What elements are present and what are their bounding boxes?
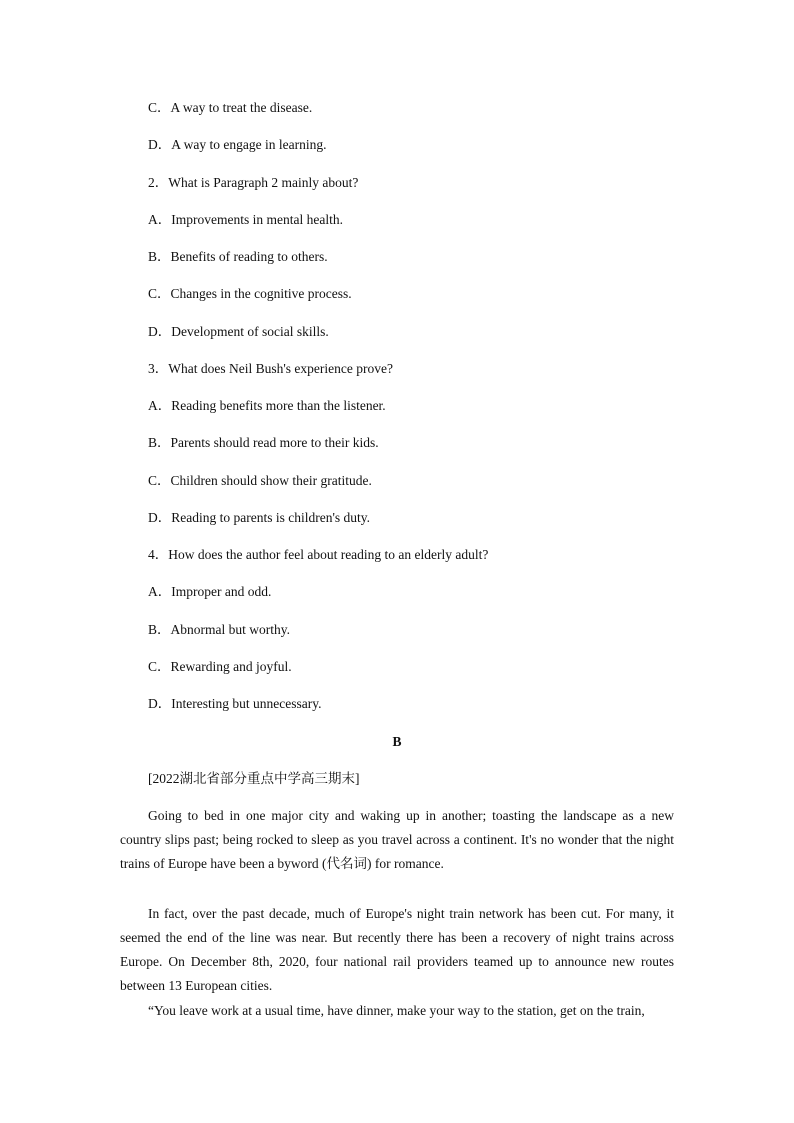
- q4-option-c: C．Rewarding and joyful.: [148, 659, 292, 674]
- q4-question: 4．How does the author feel about reading to an elderly adult?: [148, 547, 489, 562]
- q3-question: 3．What does Neil Bush's experience prove?: [148, 361, 393, 376]
- q2-option-d: D．Development of social skills.: [148, 324, 329, 339]
- q3-option-c: C．Children should show their gratitude.: [148, 473, 372, 488]
- q3-option-d: D．Reading to parents is children's duty.: [148, 510, 371, 525]
- q3-option-a: A．Reading benefits more than the listener.: [148, 398, 386, 413]
- q1-option-d: D．A way to engage in learning.: [148, 137, 327, 152]
- q3-option-b: B．Parents should read more to their kids.: [148, 435, 379, 450]
- q2-question: 2．What is Paragraph 2 mainly about?: [148, 175, 359, 190]
- q4-option-b: B．Abnormal but worthy.: [148, 622, 290, 637]
- q2-option-a: A．Improvements in mental health.: [148, 212, 343, 227]
- passage-paragraph-1: Going to bed in one major city and waking up in another; toasting the landscape as a new country slips past; being rocked to sleep as you travel across a continent. It's no wonder that the night trains of Europe have been a byword (代名词) for romance.: [120, 808, 674, 871]
- section-b-heading: B: [392, 734, 402, 749]
- section-b-source: [2022湖北省部分重点中学高三期末]: [148, 771, 360, 786]
- q4-option-a: A．Improper and odd.: [148, 584, 272, 599]
- q2-option-c: C．Changes in the cognitive process.: [148, 286, 352, 301]
- passage-paragraph-2: In fact, over the past decade, much of Europe's night train network has been cut. For many, it seemed the end of the line was near. But recently there has been a recovery of night trains across Europe. On December 8th, 2020, four national rail providers teamed up to announce new routes between 13 European cities.: [120, 906, 674, 993]
- passage-paragraph-3: “You leave work at a usual time, have dinner, make your way to the station, get on the train,: [148, 1003, 645, 1018]
- q2-option-b: B．Benefits of reading to others.: [148, 249, 328, 264]
- q1-option-c: C．A way to treat the disease.: [148, 100, 313, 115]
- q4-option-d: D．Interesting but unnecessary.: [148, 696, 322, 711]
